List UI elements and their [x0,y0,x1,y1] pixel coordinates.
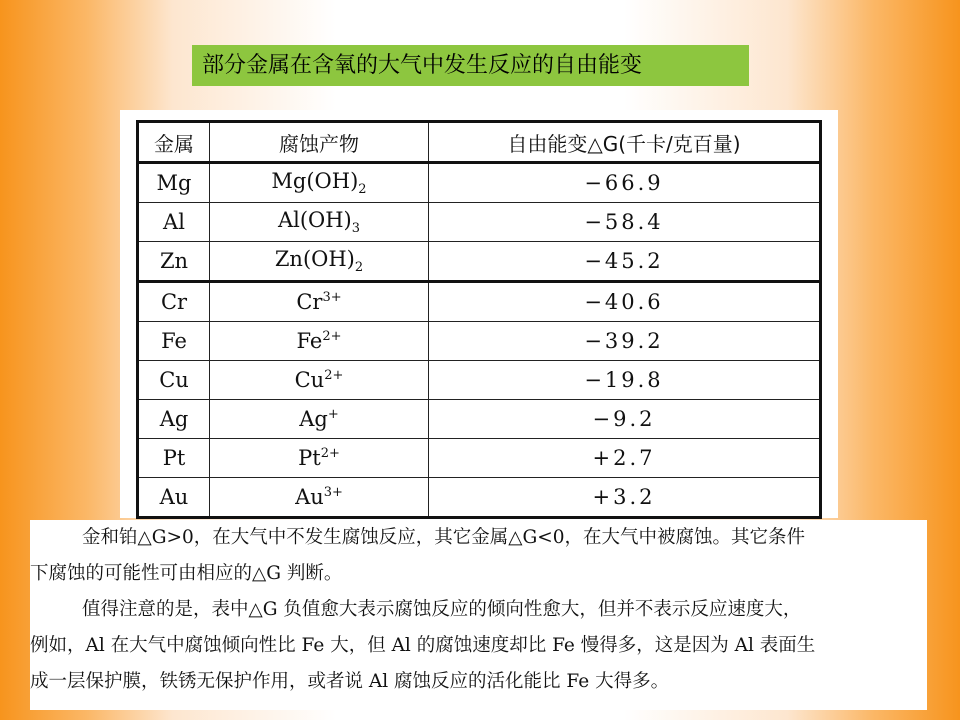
metal-cell: Cu [138,361,210,400]
product-charge: 3+ [322,290,342,305]
product-cell [210,163,429,203]
product-cell [210,282,429,322]
product-cell [210,322,429,361]
free-energy-table [136,120,822,519]
product-cell [210,439,429,478]
delta-g-cell: +3.2 [429,478,821,518]
product-formula: Al(OH) [277,207,352,232]
table-row [138,322,821,361]
paragraph-line: 例如，Al 在大气中腐蚀倾向性比 Fe 大，但 Al 的腐蚀速度却比 Fe 慢得多，这是因为 Al 表面生 [30,635,816,656]
product-cell [210,203,429,242]
product-charge: + [327,407,339,422]
delta-g-cell: −9.2 [429,400,821,439]
product-formula: Cr [296,290,323,314]
product-charge: 2+ [324,368,344,383]
product-subscript: 2 [354,260,364,276]
product-formula: Ag [299,407,328,431]
metal-cell: Pt [138,439,210,478]
product-formula: Mg(OH) [271,168,359,193]
product-subscript: 3 [351,221,361,237]
product-formula: Zn(OH) [274,246,355,271]
product-formula: Cu [294,368,325,392]
metal-cell: Mg [138,163,210,203]
delta-g-cell: −19.8 [429,361,821,400]
product-formula: Fe [296,329,323,353]
explanation-panel [30,520,927,710]
paragraph-conclusion [30,520,806,592]
table-row [138,163,821,203]
table-row [138,242,821,282]
metal-cell: Al [138,203,210,242]
header-delta-g: 自由能变△G(千卡/克百量) [429,122,821,163]
delta-g-cell: −40.6 [429,282,821,322]
delta-g-cell: −66.9 [429,163,821,203]
header-product: 腐蚀产物 [210,122,429,163]
delta-g-cell: +2.7 [429,439,821,478]
metal-cell: Zn [138,242,210,282]
table-row [138,439,821,478]
metal-cell: Ag [138,400,210,439]
metal-cell: Fe [138,322,210,361]
table-row [138,203,821,242]
paragraph-note [30,592,816,700]
product-cell [210,242,429,282]
slide-title: 部分金属在含氧的大气中发生反应的自由能变 [192,45,749,86]
metal-cell: Au [138,478,210,518]
product-cell [210,478,429,518]
product-formula: Au [295,485,324,509]
metal-cell: Cr [138,282,210,322]
table-row [138,478,821,518]
table-header-row [138,122,821,163]
product-cell [210,361,429,400]
product-charge: 3+ [323,485,343,500]
table-row [138,282,821,322]
product-charge: 2+ [320,446,340,461]
paragraph-line: 值得注意的是，表中△G 负值愈大表示腐蚀反应的倾向性愈大，但并不表示反应速度大， [82,599,802,620]
paragraph-line: 下腐蚀的可能性可由相应的△G 判断。 [30,563,343,584]
product-charge: 2+ [322,329,342,344]
header-metal: 金属 [138,122,210,163]
table-body [138,163,821,518]
product-cell [210,400,429,439]
paragraph-line: 成一层保护膜，铁锈无保护作用，或者说 Al 腐蚀反应的活化能比 Fe 大得多。 [30,671,670,692]
delta-g-cell: −58.4 [429,203,821,242]
delta-g-cell: −45.2 [429,242,821,282]
table-panel [120,110,838,518]
product-formula: Pt [298,446,321,470]
table-row [138,400,821,439]
delta-g-cell: −39.2 [429,322,821,361]
paragraph-line: 金和铂△G>0，在大气中不发生腐蚀反应，其它金属△G<0，在大气中被腐蚀。其它条件 [82,527,806,548]
product-subscript: 2 [358,182,367,198]
table-row [138,361,821,400]
